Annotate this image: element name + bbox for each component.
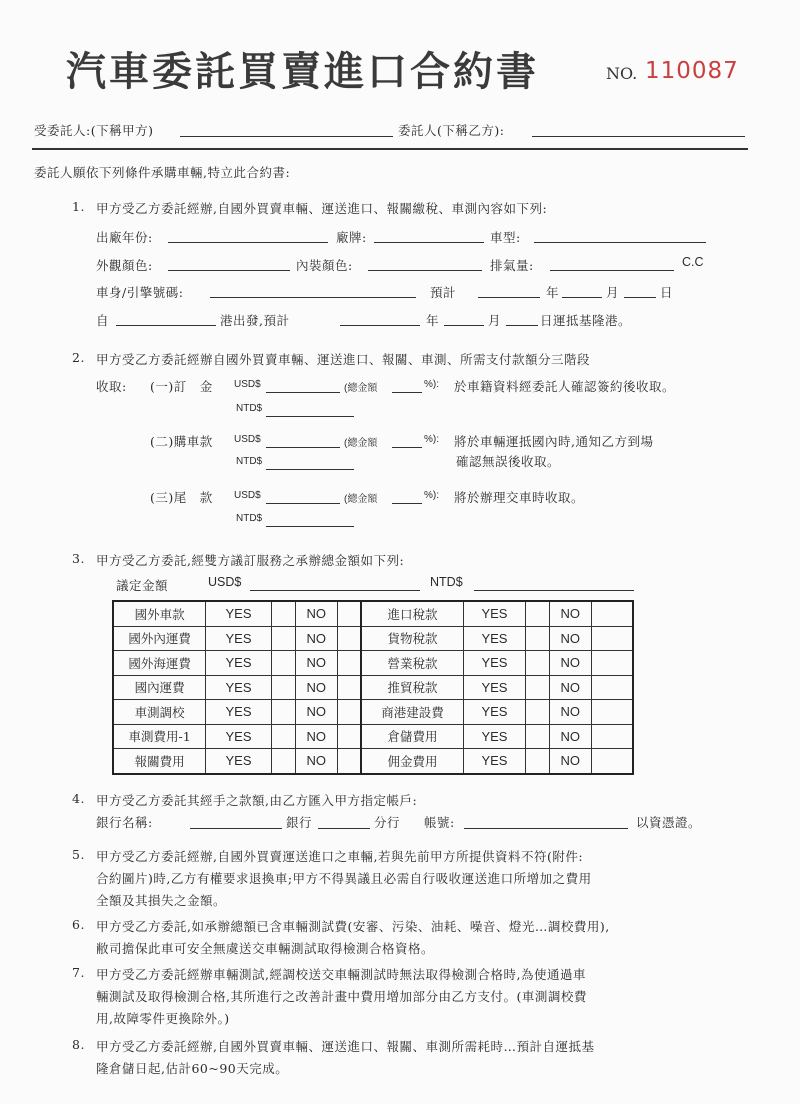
clause-5-number: 5. xyxy=(72,847,85,862)
client-label: 受委託人:(下稱甲方) xyxy=(34,123,154,138)
stage-3-usd-field[interactable] xyxy=(266,503,340,504)
account-field[interactable] xyxy=(464,828,628,829)
intro-text: 委託人願依下列條件承購車輛,特立此合約書: xyxy=(34,165,291,180)
no-checkbox-left[interactable] xyxy=(337,675,361,700)
clause-3-number: 3. xyxy=(72,551,85,566)
arrive-month-unit: 月 xyxy=(488,313,502,328)
contract-number: 110087 xyxy=(645,58,739,84)
yes-checkbox-left[interactable] xyxy=(271,626,295,651)
brand-label: 廠牌: xyxy=(336,230,367,245)
yes-label: YES xyxy=(464,651,526,676)
fee-item-left: 國外車款 xyxy=(113,601,206,626)
stage-2-percent-field[interactable] xyxy=(392,447,422,448)
no-label: NO xyxy=(549,700,591,725)
yes-checkbox-left[interactable] xyxy=(271,700,295,725)
yes-checkbox-right[interactable] xyxy=(525,675,549,700)
no-label: NO xyxy=(295,675,337,700)
yes-label: YES xyxy=(464,675,526,700)
yes-label: YES xyxy=(464,601,526,626)
no-checkbox-left[interactable] xyxy=(337,601,361,626)
agreed-usd-field[interactable] xyxy=(250,590,420,591)
no-label: NO xyxy=(549,724,591,749)
fee-row xyxy=(113,749,633,774)
yes-label: YES xyxy=(464,700,526,725)
stage-2-ntd-field[interactable] xyxy=(266,469,354,470)
clause-8-number: 8. xyxy=(72,1037,85,1052)
stage-1-total-prefix: (總金額 xyxy=(344,383,378,394)
fee-item-right: 進口稅款 xyxy=(361,601,464,626)
bank-unit: 銀行 xyxy=(286,815,313,830)
est-day-field[interactable] xyxy=(624,297,656,298)
clause-7-line-1: 甲方受乙方委託經辦車輛測試,經調校送交車輛測試時無法取得檢測合格時,為使通過車 xyxy=(96,967,586,982)
yes-checkbox-left[interactable] xyxy=(271,749,295,774)
clause-5-line-2: 合約圖片)時,乙方有權要求退換車;甲方不得異議且必需自行吸收運送進口所增加之費用 xyxy=(96,871,592,886)
no-checkbox-right[interactable] xyxy=(591,651,633,676)
stage-1-label: (一)訂 金 xyxy=(150,379,213,394)
int-color-label: 內裝顏色: xyxy=(296,258,353,273)
stage-1-note: 於車籍資料經委託人確認簽約後收取。 xyxy=(454,379,676,394)
fee-item-left: 報關費用 xyxy=(113,749,206,774)
arrive-month-field[interactable] xyxy=(444,325,484,326)
no-label: NO xyxy=(295,601,337,626)
fee-item-left: 車測費用-1 xyxy=(113,724,206,749)
stage-2-total-suffix: %): xyxy=(424,434,439,445)
yes-label: YES xyxy=(464,724,526,749)
stage-1-total-suffix: %): xyxy=(424,379,439,390)
arrive-year-field[interactable] xyxy=(340,325,420,326)
clause-5-line-3: 全額及其損失之金額。 xyxy=(96,893,227,908)
arrive-year-unit: 年 xyxy=(426,313,440,328)
clause-3-text: 甲方受乙方委託,經雙方議訂服務之承辦總金額如下列: xyxy=(96,553,405,568)
clause-1-number: 1. xyxy=(72,199,85,214)
fee-item-left: 國外海運費 xyxy=(113,651,206,676)
est-label: 預計 xyxy=(430,285,457,300)
bank-name-label: 銀行名稱: xyxy=(96,815,153,830)
stage-2-note-1: 將於車輛運抵國內時,通知乙方到場 xyxy=(454,434,654,449)
yes-checkbox-left[interactable] xyxy=(271,675,295,700)
fee-item-right: 貨物稅款 xyxy=(361,626,464,651)
yes-checkbox-right[interactable] xyxy=(525,626,549,651)
bank-name-field[interactable] xyxy=(190,828,282,829)
yes-checkbox-right[interactable] xyxy=(525,700,549,725)
stage-2-total-prefix: (總金額 xyxy=(344,438,378,449)
fee-row xyxy=(113,675,633,700)
port-depart-text: 港出發,預計 xyxy=(220,313,290,328)
no-label: NO xyxy=(295,724,337,749)
fee-item-right: 營業稅款 xyxy=(361,651,464,676)
agreed-ntd-field[interactable] xyxy=(474,590,634,591)
stage-1-usd-label: USD$ xyxy=(234,379,261,390)
no-checkbox-right[interactable] xyxy=(591,626,633,651)
ext-color-label: 外觀顏色: xyxy=(96,258,153,273)
no-checkbox-left[interactable] xyxy=(337,724,361,749)
clause-7-number: 7. xyxy=(72,965,85,980)
fee-row xyxy=(113,626,633,651)
clause-6-line-1: 甲方受乙方委託,如承辦總額已含車輛測試費(安審、污染、油耗、噪音、燈光…調校費用), xyxy=(96,919,610,934)
fee-item-left: 國外內運費 xyxy=(113,626,206,651)
brand-field[interactable] xyxy=(374,242,484,243)
no-label: NO xyxy=(295,626,337,651)
displacement-field[interactable] xyxy=(550,270,674,271)
no-checkbox-right[interactable] xyxy=(591,749,633,774)
account-label: 帳號: xyxy=(424,815,455,830)
fee-row xyxy=(113,724,633,749)
clause-2-text: 甲方受乙方委託經辦自國外買賣車輛、運送進口、報關、車測、所需支付款額分三階段 xyxy=(96,352,591,367)
fee-item-left: 國內運費 xyxy=(113,675,206,700)
yes-checkbox-right[interactable] xyxy=(525,724,549,749)
stage-2-label: (二)購車款 xyxy=(150,434,213,449)
proof-text: 以資憑證。 xyxy=(636,815,702,830)
stage-1-usd-field[interactable] xyxy=(266,392,340,393)
clause-8-line-2: 隆倉儲日起,估計60~90天完成。 xyxy=(96,1061,289,1076)
no-label: NO xyxy=(549,626,591,651)
fee-row xyxy=(113,651,633,676)
year-unit: 年 xyxy=(546,285,560,300)
int-color-field[interactable] xyxy=(368,270,482,271)
yes-label: YES xyxy=(464,749,526,774)
yes-label: YES xyxy=(206,749,272,774)
no-label: NO xyxy=(295,700,337,725)
yes-checkbox-left[interactable] xyxy=(271,724,295,749)
fee-row xyxy=(113,700,633,725)
year-field[interactable] xyxy=(168,242,328,243)
model-field[interactable] xyxy=(534,242,706,243)
stage-3-total-suffix: %): xyxy=(424,490,439,501)
fee-items-table xyxy=(112,600,634,775)
fee-item-left: 車測調校 xyxy=(113,700,206,725)
yes-label: YES xyxy=(206,651,272,676)
no-label: NO xyxy=(295,749,337,774)
stage-2-usd-field[interactable] xyxy=(266,447,340,448)
no-label: NO xyxy=(549,749,591,774)
yes-label: YES xyxy=(206,626,272,651)
stage-3-ntd-field[interactable] xyxy=(266,526,354,527)
ext-color-field[interactable] xyxy=(168,270,290,271)
clause-6-number: 6. xyxy=(72,917,85,932)
contract-number-label: NO. xyxy=(606,64,638,83)
stage-1-percent-field[interactable] xyxy=(392,392,422,393)
clause-2-number: 2. xyxy=(72,350,85,365)
yes-checkbox-right[interactable] xyxy=(525,749,549,774)
month-unit: 月 xyxy=(606,285,620,300)
yes-label: YES xyxy=(206,675,272,700)
clause-5-line-1: 甲方受乙方委託經辦,自國外買賣運送進口之車輛,若與先前甲方所提供資料不符(附件: xyxy=(96,849,584,864)
stage-1-ntd-label: NTD$ xyxy=(236,403,263,414)
stage-3-total-prefix: (總金額 xyxy=(344,494,378,505)
stage-3-note: 將於辦理交車時收取。 xyxy=(454,490,585,505)
est-month-field[interactable] xyxy=(562,297,602,298)
yes-checkbox-left[interactable] xyxy=(271,601,295,626)
no-checkbox-left[interactable] xyxy=(337,700,361,725)
branch-unit: 分行 xyxy=(374,815,401,830)
arrive-text: 日運抵基隆港。 xyxy=(540,313,632,328)
agreed-usd-label: USD$ xyxy=(208,575,242,589)
yes-checkbox-right[interactable] xyxy=(525,651,549,676)
client-name-field[interactable] xyxy=(180,136,393,137)
no-label: NO xyxy=(549,675,591,700)
yes-checkbox-right[interactable] xyxy=(525,601,549,626)
no-checkbox-right[interactable] xyxy=(591,601,633,626)
stage-2-ntd-label: NTD$ xyxy=(236,456,263,467)
from-label: 自 xyxy=(96,313,110,328)
est-year-field[interactable] xyxy=(478,297,540,298)
yes-label: YES xyxy=(464,626,526,651)
agent-label: 委託人(下稱乙方): xyxy=(398,123,505,138)
agreed-amount-label: 議定金額 xyxy=(116,578,169,593)
fee-item-right: 佣金費用 xyxy=(361,749,464,774)
document-title: 汽車委託買賣進口合約書 xyxy=(66,48,539,95)
vin-label: 車身/引擎號碼: xyxy=(96,285,184,300)
departure-port-field[interactable] xyxy=(116,325,216,326)
fee-item-right: 倉儲費用 xyxy=(361,724,464,749)
no-checkbox-left[interactable] xyxy=(337,749,361,774)
fee-item-right: 商港建設費 xyxy=(361,700,464,725)
clause-8-line-1: 甲方受乙方委託經辦,自國外買賣車輛、運送進口、報關、車測所需耗時…預計自運抵基 xyxy=(96,1039,595,1054)
arrive-day-field[interactable] xyxy=(506,325,538,326)
displacement-label: 排氣量: xyxy=(490,258,534,273)
clause-6-line-2: 敝司擔保此車可安全無虞送交車輛測試取得檢測合格資格。 xyxy=(96,941,435,956)
clause-1-text: 甲方受乙方委託經辦,自國外買賣車輛、運送進口、報關繳稅、車測內容如下列: xyxy=(96,201,548,216)
yes-label: YES xyxy=(206,724,272,749)
yes-label: YES xyxy=(206,700,272,725)
no-checkbox-right[interactable] xyxy=(591,675,633,700)
no-checkbox-left[interactable] xyxy=(337,651,361,676)
no-checkbox-left[interactable] xyxy=(337,626,361,651)
header-divider xyxy=(32,148,748,150)
agreed-ntd-label: NTD$ xyxy=(430,575,463,589)
agent-name-field[interactable] xyxy=(532,136,745,137)
no-label: NO xyxy=(549,651,591,676)
vin-field[interactable] xyxy=(210,297,416,298)
cc-unit: C.C xyxy=(682,255,704,269)
fee-row xyxy=(113,601,633,626)
year-label: 出廠年份: xyxy=(96,230,153,245)
clause-7-line-2: 輛測試及取得檢測合格,其所進行之改善計畫中費用增加部分由乙方支付。(車測調校費 xyxy=(96,989,587,1004)
stage-2-usd-label: USD$ xyxy=(234,434,261,445)
no-label: NO xyxy=(549,601,591,626)
model-label: 車型: xyxy=(490,230,521,245)
yes-label: YES xyxy=(206,601,272,626)
stage-3-percent-field[interactable] xyxy=(392,503,422,504)
no-checkbox-right[interactable] xyxy=(591,724,633,749)
yes-checkbox-left[interactable] xyxy=(271,651,295,676)
day-unit: 日 xyxy=(660,285,674,300)
stage-2-note-2: 確認無誤後收取。 xyxy=(456,454,561,469)
stage-1-ntd-field[interactable] xyxy=(266,416,354,417)
fee-item-right: 推貿稅款 xyxy=(361,675,464,700)
clause-4-text: 甲方受乙方委託其經手之款額,由乙方匯入甲方指定帳戶: xyxy=(96,793,418,808)
no-checkbox-right[interactable] xyxy=(591,700,633,725)
clause-7-line-3: 用,故障零件更換除外。) xyxy=(96,1011,230,1026)
no-label: NO xyxy=(295,651,337,676)
collect-label: 收取: xyxy=(96,379,127,394)
clause-4-number: 4. xyxy=(72,791,85,806)
stage-3-usd-label: USD$ xyxy=(234,490,261,501)
branch-field[interactable] xyxy=(318,828,370,829)
stage-3-label: (三)尾 款 xyxy=(150,490,213,505)
stage-3-ntd-label: NTD$ xyxy=(236,513,263,524)
